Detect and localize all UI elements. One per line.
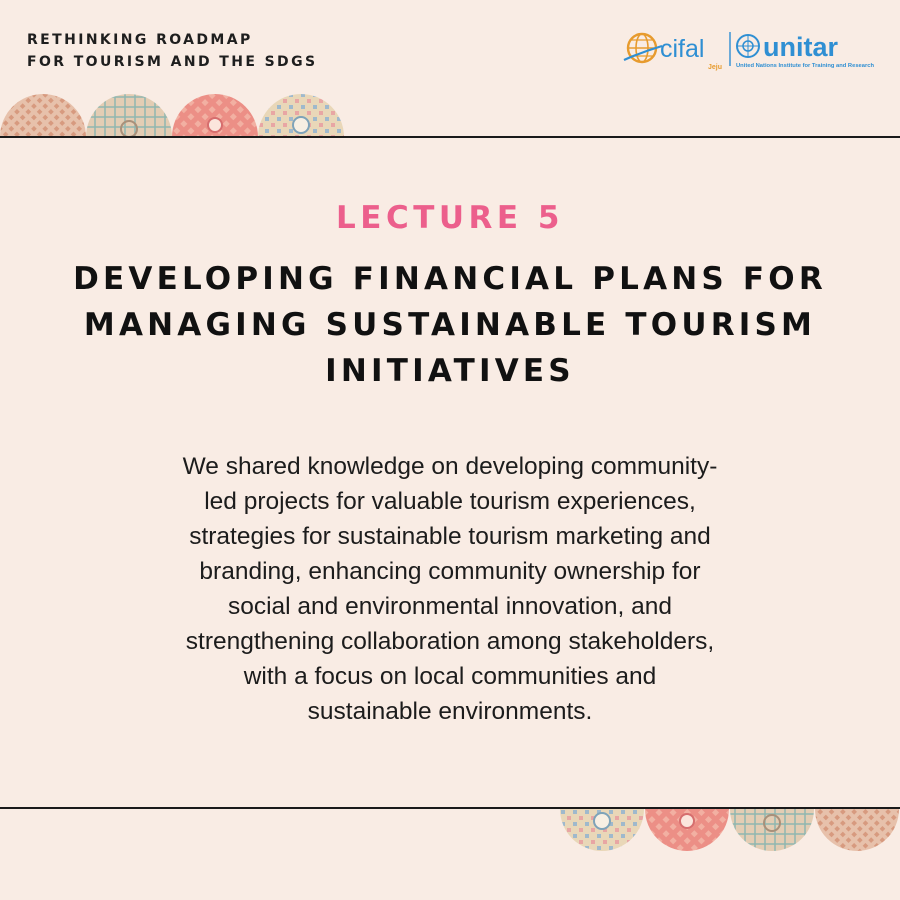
lecture-heading: [40, 256, 860, 394]
pattern-circle-icon: [815, 809, 899, 851]
heading-line-2: MANAGING SUSTAINABLE TOURISM: [83, 307, 817, 343]
series-title-line-2: FOR TOURISM AND THE SDGS: [27, 54, 318, 70]
summary-line-8: sustainable environments.: [307, 698, 593, 725]
cifal-logo-text: cifal: [660, 35, 705, 63]
unitar-logo-text: unitar: [763, 32, 839, 62]
lecture-summary: [100, 449, 800, 729]
series-title-line-1: RETHINKING ROADMAP: [27, 32, 253, 48]
top-divider: [0, 136, 900, 138]
pattern-circle-icon: [0, 94, 86, 137]
decorative-patterns-bottom: [560, 809, 900, 854]
pattern-circle-icon: [86, 94, 172, 137]
unitar-logo-sub: United Nations Institute for Training and Research: [736, 63, 875, 69]
un-emblem-icon: [737, 35, 759, 57]
decorative-patterns-top: [0, 92, 345, 137]
cifal-globe-icon: [624, 34, 662, 62]
partner-logos: [622, 26, 876, 74]
summary-line-5: social and environmental innovation, and: [227, 593, 672, 620]
heading-line-3: INITIATIVES: [325, 353, 575, 389]
summary-line-1: We shared knowledge on developing community-: [182, 453, 718, 480]
heading-line-1: DEVELOPING FINANCIAL PLANS FOR: [73, 261, 827, 297]
summary-line-4: branding, enhancing community ownership for: [199, 558, 701, 585]
summary-line-3: strategies for sustainable tourism marketing and: [189, 523, 711, 550]
summary-line-2: led projects for valuable tourism experiences,: [204, 488, 696, 515]
lecture-label: LECTURE 5: [336, 200, 564, 236]
summary-line-7: with a focus on local communities and: [243, 663, 657, 690]
cifal-logo-sub: Jeju: [708, 64, 723, 71]
series-title: [27, 29, 317, 73]
summary-line-6: strengthening collaboration among stakeholders,: [185, 628, 715, 655]
